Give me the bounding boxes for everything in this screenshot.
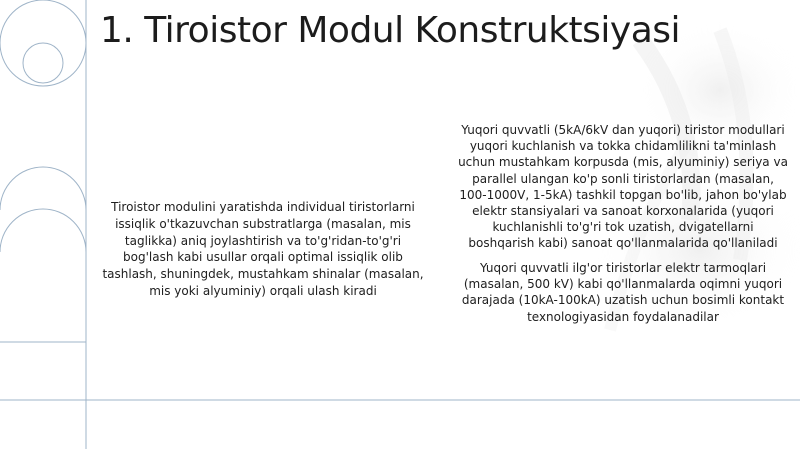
right-text-block-2: Yuqori quvvatli ilg'or tiristorlar elektr tarmoqlari (masalan, 500 kV) kabi qo'llanmalarda oqimni yuqori darajada (10kA-100kA) uzatish uchun bosimli kontakt texnologiyasidan foydalanadilar [461,261,785,324]
right-text-block-1: Yuqori quvvatli (5kA/6kV dan yuqori) tiristor modullari yuqori kuchlanish va tokka chidamlilikni ta'minlash uchun mustahkam korpusda (mis, alyuminiy) seriya va parallel ulangan ko'p sonli tiristorlardan (masalan, 100-1000V, 1-5kA) tashkil topgan bo'lib, jahon bo'ylab elektr stansiyalari va sanoat korxonalarida (yuqori kuchlanishli to'g'ri tok uzatish, dvigatellarni boshqarish kabi) sanoat qo'llanmalarida qo'llaniladi [458,123,788,251]
slide-title: 1. Tiroistor Modul Konstruktsiyasi [100,10,681,51]
left-text-block: Tiroistor modulini yaratishda individual tiristorlarni issiqlik o'tkazuvchan substratlarga (masalan, mis taglikka) aniq joylashtirish va to'g'ridan-to'g'ri bog'lash kabi usullar orqali optimal issiqlik olib tashlash, shuningdek, mustahkam shinalar (masalan, mis yoki alyuminiy) orqali ulash kiradi [102,200,424,298]
